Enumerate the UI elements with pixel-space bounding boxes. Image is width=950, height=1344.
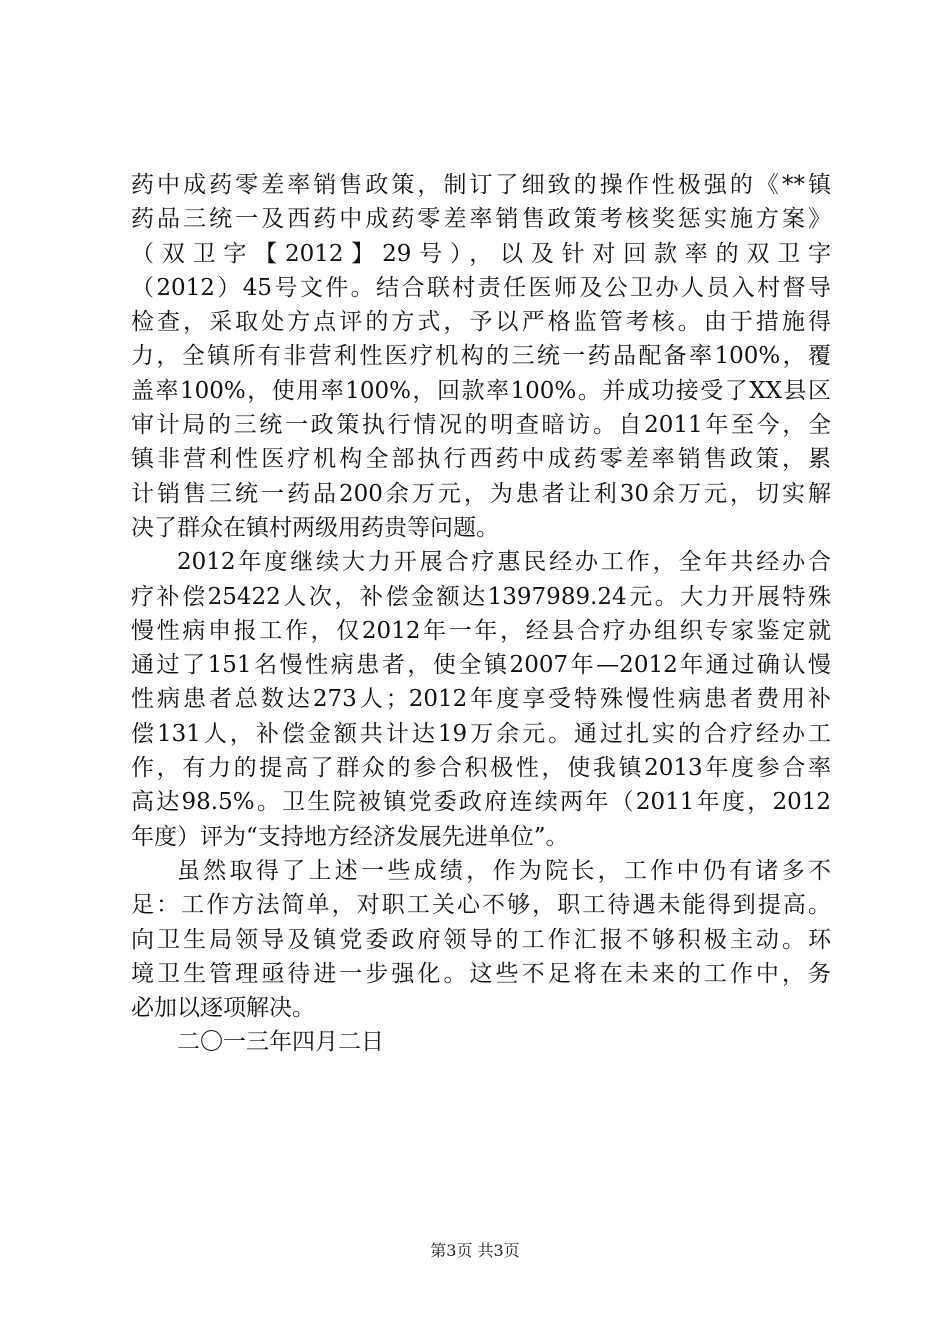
document-date: 二〇一三年四月二日 xyxy=(177,1029,384,1056)
text-line: 足：工作方法简单，对职工关心不够，职工待遇未能得到提高。 xyxy=(131,892,831,919)
text-line: 向卫生局领导及镇党委政府领导的工作汇报不够积极主动。环 xyxy=(131,926,831,953)
text-line: 药中成药零差率销售政策，制订了细致的操作性极强的《**镇 xyxy=(131,172,831,198)
text-line: 力，全镇所有非营利性医疗机构的三统一药品配备率100%，覆 xyxy=(131,343,831,370)
text-line: 疗补偿25422人次，补偿金额达1397989.24元。大力开展特殊 xyxy=(131,583,831,610)
text-line: 审计局的三统一政策执行情况的明查暗访。自2011年至今，全 xyxy=(131,412,831,439)
page-footer: 第3页 共3页 xyxy=(430,1241,520,1260)
text-line: 慢性病申报工作，仅2012年一年，经县合疗办组织专家鉴定就 xyxy=(131,617,831,644)
text-line: （2012）45号文件。结合联村责任医师及公卫办人员入村督导 xyxy=(131,274,831,301)
text-line: 镇非营利性医疗机构全部执行西药中成药零差率销售政策，累 xyxy=(131,446,831,473)
text-line: （双卫字【2012】29号），以及针对回款率的双卫字 xyxy=(131,240,831,267)
text-line: 通过了151名慢性病患者，使全镇2007年—2012年通过确认慢 xyxy=(131,652,831,679)
date-paragraph xyxy=(131,1025,831,1059)
text-line: 药品三统一及西药中成药零差率销售政策考核奖惩实施方案》 xyxy=(131,206,831,233)
text-line: 偿131人，补偿金额共计达19万余元。通过扎实的合疗经办工 xyxy=(131,720,831,747)
text-line: 2012年度继续大力开展合疗惠民经办工作，全年共经办合 xyxy=(177,549,831,576)
text-line: 盖率100%，使用率100%，回款率100%。并成功接受了XX县区 xyxy=(131,377,831,404)
text-line: 虽然取得了上述一些成绩，作为院长，工作中仍有诸多不 xyxy=(177,857,831,884)
paragraph-1 xyxy=(131,168,831,545)
paragraph-3 xyxy=(131,854,831,1025)
text-line: 年度）评为“支持地方经济发展先进单位”。 xyxy=(131,823,569,850)
paragraph-2 xyxy=(131,545,831,854)
text-line: 境卫生管理亟待进一步强化。这些不足将在未来的工作中，务 xyxy=(131,960,831,987)
text-line: 高达98.5%。卫生院被镇党委政府连续两年（2011年度，2012 xyxy=(131,789,831,816)
document-body xyxy=(131,168,831,1060)
text-line: 性病患者总数达273人；2012年度享受特殊慢性病患者费用补 xyxy=(131,686,831,713)
text-line: 计销售三统一药品200余万元，为患者让利30余万元，切实解 xyxy=(131,480,831,507)
text-line: 检查，采取处方点评的方式，予以严格监管考核。由于措施得 xyxy=(131,309,831,336)
text-line: 决了群众在镇村两级用药贵等问题。 xyxy=(131,514,499,541)
text-line: 作，有力的提高了群众的参合积极性，使我镇2013年度参合率 xyxy=(131,755,831,782)
text-line: 必加以逐项解决。 xyxy=(131,995,315,1022)
